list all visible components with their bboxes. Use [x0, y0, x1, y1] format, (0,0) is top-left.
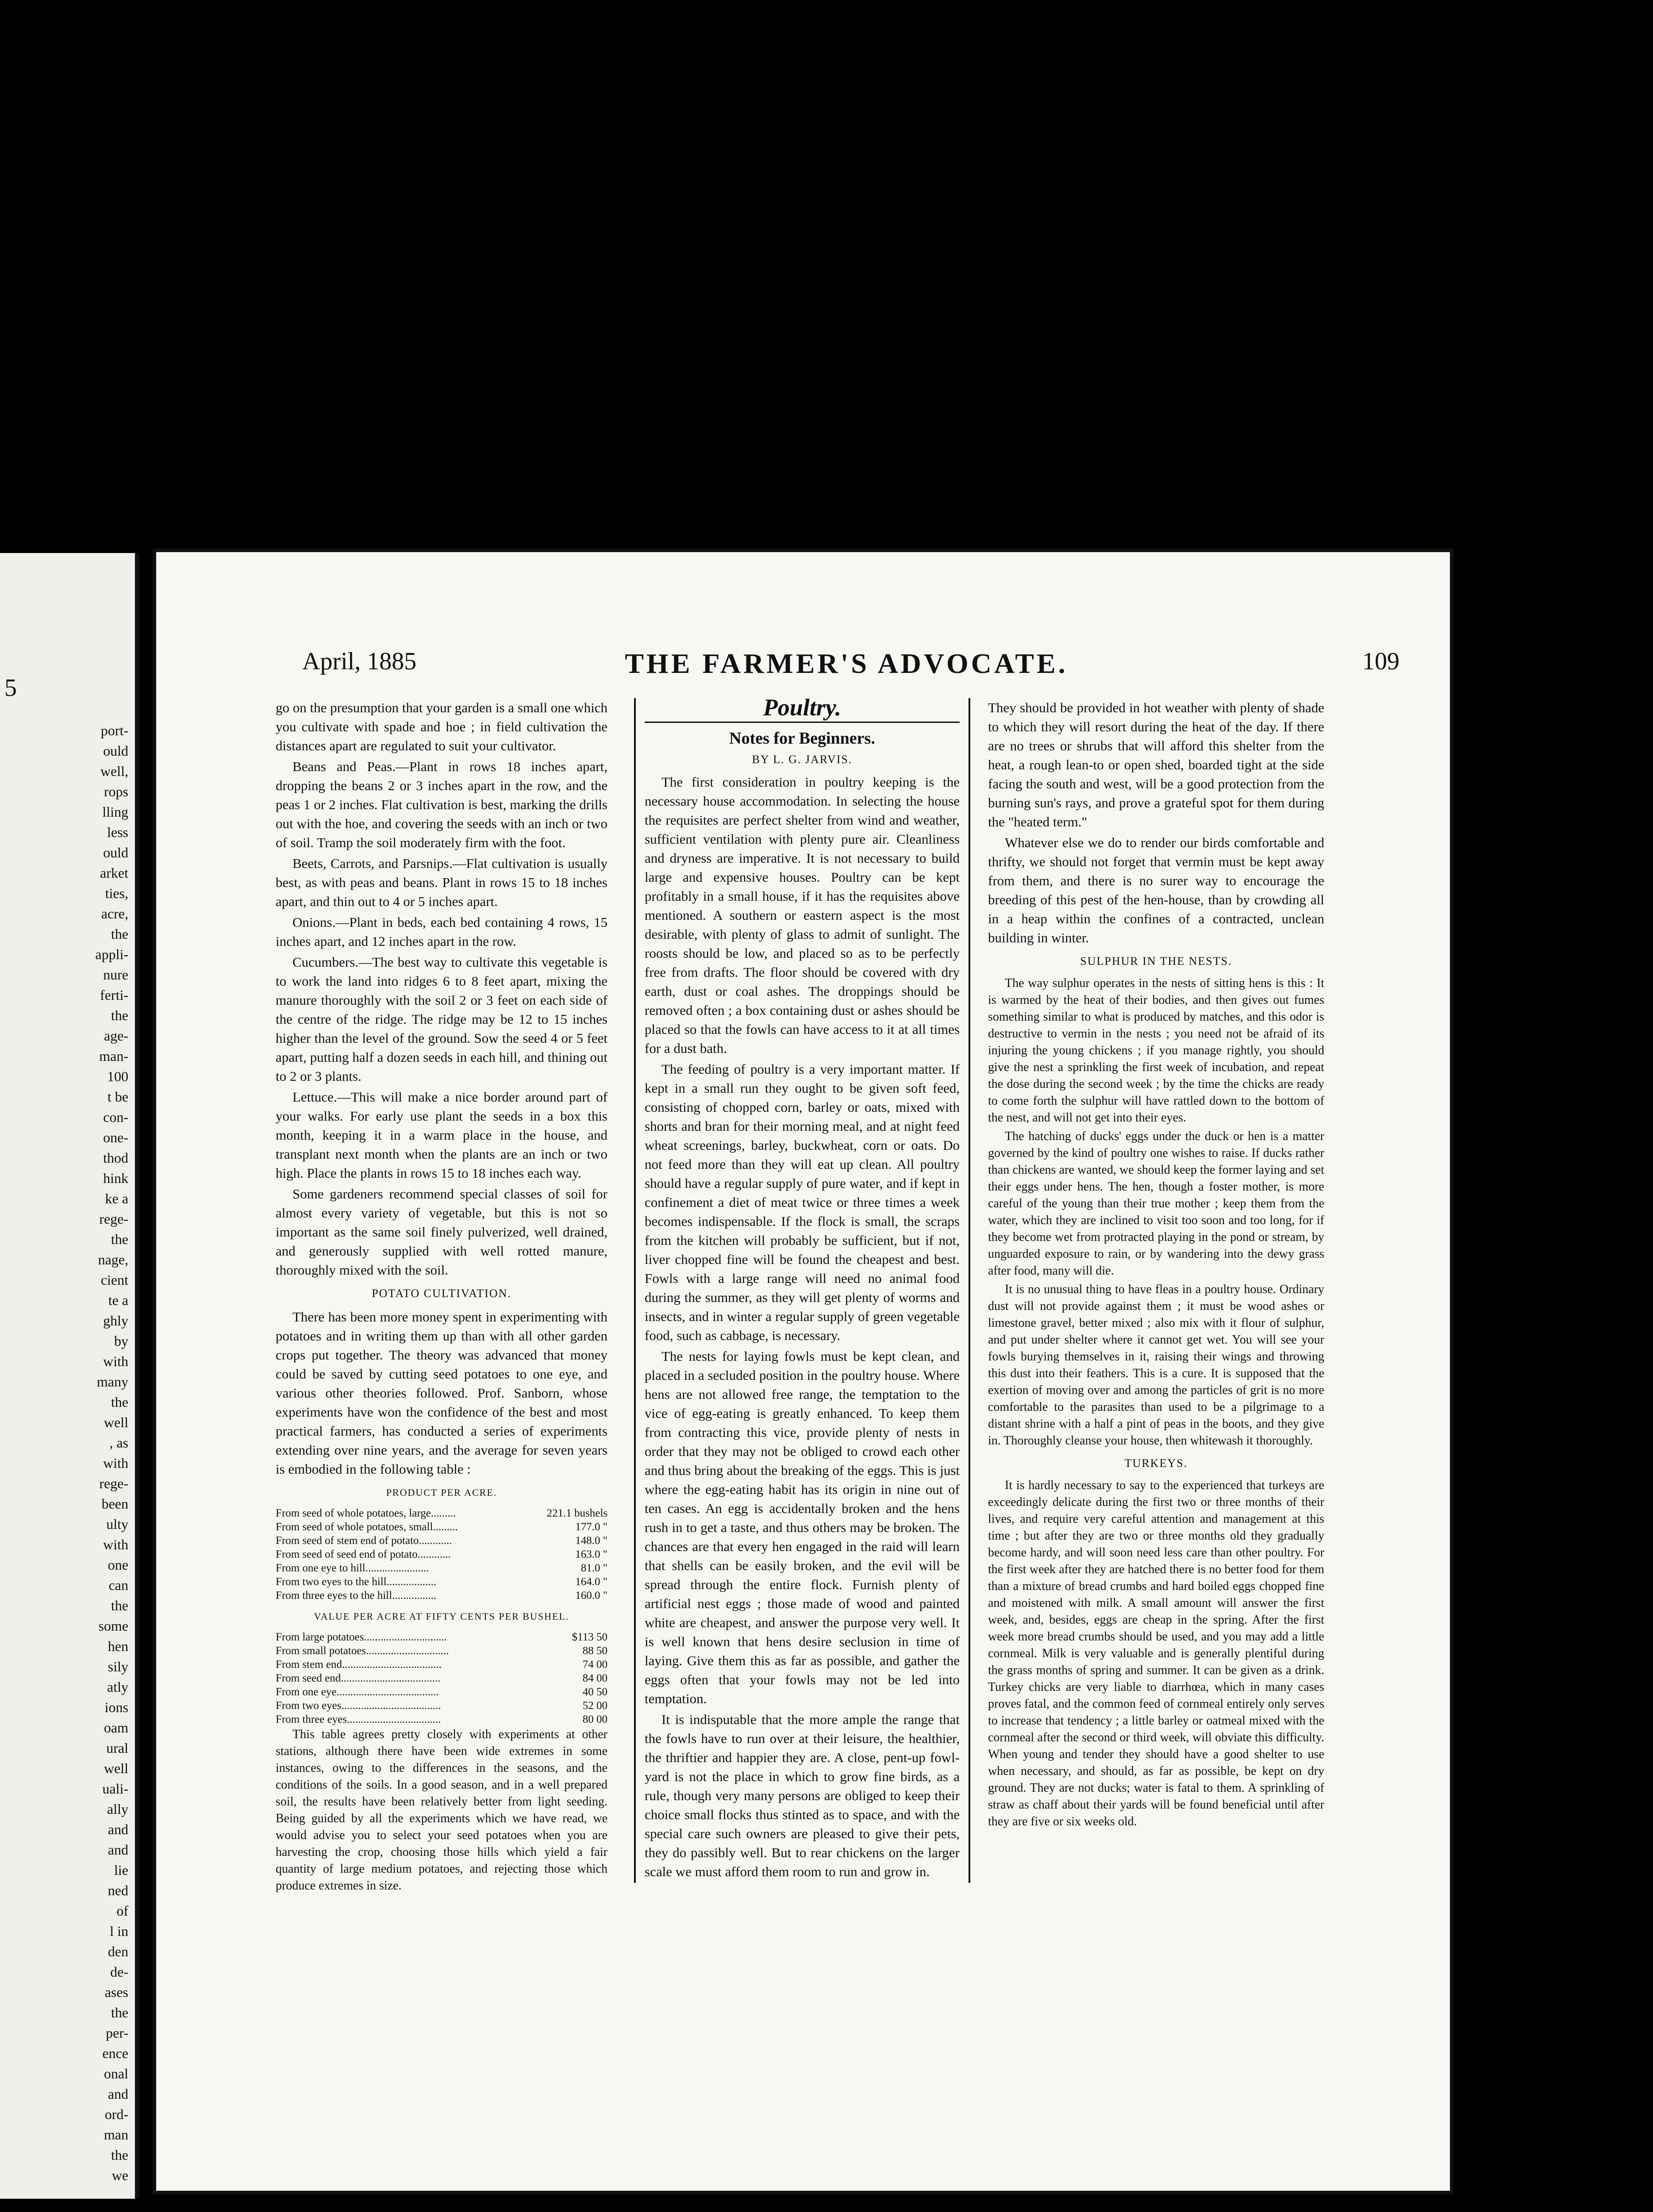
left-text-fragment: den	[108, 1943, 128, 1959]
left-text-fragment: ases	[104, 1984, 128, 2000]
left-text-fragment: ally	[107, 1801, 128, 1817]
left-text-fragment: with	[103, 1536, 128, 1552]
left-text-fragment: de-	[110, 1964, 128, 1980]
left-text-fragment: ties,	[105, 885, 128, 901]
table-row-value: 84 00	[582, 1672, 607, 1684]
page-number: 109	[1362, 648, 1399, 675]
left-text-fragment: hen	[108, 1638, 128, 1654]
table-row-label: From seed of seed end of potato............	[276, 1548, 451, 1560]
table-row-value: 81.0 "	[580, 1562, 607, 1574]
table-row	[276, 1699, 607, 1713]
left-text-fragment: te a	[108, 1292, 128, 1308]
left-text-fragment: ord-	[104, 2106, 128, 2122]
table-row-label: From stem end....................................	[276, 1659, 442, 1671]
table-row	[276, 1685, 607, 1699]
paragraph-fleas: It is no unusual thing to have fleas in a poultry house. Ordinary dust will not provide against them ; it must be wood ashes or limestone gravel, better mixed ; also mix with it flour of sulphur, and put under shelter where it cannot get wet. You will see your fowls burying themselves in it, raising their wings and throwing this dust into their feathers. This is a cure. It is supposed that the exertion of moving over and among the particles of grit is no more comfortable to the parasites than used to be a pilgrimage to a distant shrine with a half a pint of peas in the boots, and they give in. Thoroughly cleanse your house, then whitewash it thoroughly.	[988, 1283, 1324, 1448]
table-row-value: $113 50	[572, 1631, 607, 1643]
page-header	[302, 647, 1399, 687]
paragraph-lettuce: Lettuce.—This will make a nice border around part of your walks. For early use plant the seeds in a box this month, keeping it in a warm place in the house, and transplant next month when the plants are an inch or two high. Place the plants in rows 15 to 18 inches each way.	[276, 1089, 607, 1181]
left-text-fragment: ulty	[106, 1516, 128, 1532]
left-text-fragment: rege-	[99, 1211, 128, 1227]
table-row	[276, 1713, 607, 1726]
table-row-value: 52 00	[582, 1700, 607, 1712]
left-text-fragment: 5	[4, 674, 17, 702]
table-row	[276, 1520, 607, 1534]
paragraph-housing: The first consideration in poultry keeping is the necessary house accommodation. In selecting the house the requisites are perfect shelter from wind and weather, sufficient ventilation with plenty pure air. Cleanliness and dryness are imperative. It is not necessary to build large and expensive houses. Poultry can be kept profitably in a small house, if it has the requisites above mentioned. A southern or eastern aspect is the most desirable, with plenty of glass to admit of sunlight. The roosts should be low, and placed so as to be perfectly free from drafts. The floor should be covered with dry earth, dust or coal ashes. The droppings should be removed often ; a box containing dust or ashes should be placed so that the fowls can have access to it at all times for a dust bath.	[645, 774, 960, 1056]
paragraph-cucumbers: Cucumbers.—The best way to cultivate this vegetable is to work the land into ridges 6 to 8 feet apart, mixing the manure thoroughly with the soil 2 or 3 feet on each side of the centre of the ridge. The ridge may be 12 to 15 inches higher than the level of the ground. Sow the seed 4 or 5 feet apart, putting half a dozen seeds in each hill, and thining out to 2 or 3 plants.	[276, 954, 607, 1084]
left-text-fragment: nure	[103, 967, 128, 983]
table-row	[276, 1658, 607, 1671]
left-text-fragment: the	[111, 1007, 128, 1023]
table-row-value: 74 00	[582, 1659, 607, 1671]
table-row-value: 177.0 "	[575, 1521, 607, 1533]
left-text-fragment: one	[108, 1557, 128, 1573]
section-heading-poultry: Poultry.	[645, 698, 960, 723]
paragraph-sulphur: The way sulphur operates in the nests of sitting hens is this : It is warmed by the heat of their bodies, and then gives out fumes something similar to what is produced by matches, and this odor is destructive to vermin in the nests ; you need not be afraid of its injuring the young chickens ; if you manage rightly, you should give the nest a sprinkling the first week of incubation, and repeat the dose during the second week ; by the time the chicks are ready to come forth the sulphur will have rattled down to the bottom of the nest, and will not get into their eyes.	[988, 976, 1324, 1125]
subheading-sulphur: SULPHUR IN THE NESTS.	[1080, 955, 1232, 968]
paragraph-beets: Beets, Carrots, and Parsnips.—Flat cultivation is usually best, as with peas and beans. Plant in rows 15 to 18 inches apart, and thin out to 4 or 5 inches apart.	[276, 856, 607, 909]
table-row-value: 164.0 "	[575, 1576, 607, 1588]
left-text-fragment: acre,	[101, 906, 128, 922]
table-heading-value: VALUE PER ACRE AT FIFTY CENTS PER BUSHEL.	[314, 1611, 569, 1622]
left-text-fragment: man-	[99, 1048, 128, 1064]
left-text-fragment: 100	[107, 1068, 128, 1084]
left-text-fragment: port-	[100, 722, 128, 738]
column-1	[276, 698, 607, 1896]
table-row-label: From small potatoes..............................	[276, 1645, 449, 1657]
column-3	[988, 698, 1324, 1832]
table-row-value: 148.0 "	[575, 1535, 607, 1547]
table-row-label: From seed of whole potatoes, small.........	[276, 1521, 458, 1533]
left-text-fragment: less	[107, 824, 128, 840]
left-text-fragment: ned	[108, 1882, 128, 1898]
left-text-fragment: the	[111, 2147, 128, 2163]
left-text-fragment: hink	[103, 1170, 128, 1186]
paragraph-beans-peas: Beans and Peas.—Plant in rows 18 inches apart, dropping the beans 2 or 3 inches apart in the row, and the peas 1 or 2 inches. Flat cultivation is best, marking the drills out with the hoe, and covering the seeds with an inch or two of soil. Tramp the soil moderately firm with the foot.	[276, 759, 607, 850]
left-text-fragment: one-	[103, 1129, 128, 1145]
left-text-fragment: ions	[104, 1699, 128, 1715]
left-text-fragment: per-	[106, 2025, 128, 2041]
table-row	[276, 1534, 607, 1548]
table-row-value: 40 50	[582, 1686, 607, 1698]
left-text-fragment: and	[108, 1821, 128, 1837]
value-table	[276, 1630, 607, 1726]
left-text-fragment: we	[111, 2167, 128, 2183]
left-text-fragment: thod	[103, 1150, 128, 1166]
left-text-fragment: many	[96, 1374, 128, 1390]
left-text-fragment: and	[108, 1842, 128, 1858]
left-text-fragment: , as	[109, 1435, 128, 1451]
article-title: Notes for Beginners.	[729, 729, 875, 748]
table-row-label: From large potatoes..............................	[276, 1631, 447, 1643]
product-table	[276, 1506, 607, 1602]
table-row	[276, 1589, 607, 1602]
left-text-fragment: t be	[107, 1089, 128, 1105]
table-row-label: From seed of stem end of potato............	[276, 1535, 452, 1547]
table-row-value: 88 50	[582, 1645, 607, 1657]
newspaper-page	[153, 549, 1453, 2194]
left-text-fragment: rops	[104, 783, 128, 799]
paragraph: go on the presumption that your garden is a small one which you cultivate with spade and hoe ; in field cultivation the distances apart are regulated to suit your cultivator.	[276, 700, 607, 753]
left-text-fragment: rege-	[99, 1475, 128, 1491]
left-text-fragment: atly	[107, 1679, 128, 1695]
left-text-fragment: the	[111, 1394, 128, 1410]
left-text-fragment: the	[111, 1231, 128, 1247]
left-text-fragment: age-	[104, 1028, 128, 1044]
left-text-fragment: lling	[102, 804, 128, 820]
paragraph-conclusion: This table agrees pretty closely with experiments at other stations, although there have been wide extremes in some instances, owing to the differences in the seasons, and the conditions of the soils. In a good season, and in a well prepared soil, the results have been relatively better from light seeding. Being guided by all the experiments which we have read, we would advise you to select your seed potatoes when you are harvesting the crop, choosing those hills which yield a fair quantity of large medium potatoes, and rejecting those which produce extremes in size.	[276, 1728, 607, 1893]
paragraph-shade: They should be provided in hot weather with plenty of shade to which they will resort during the heat of the day. If there are no trees or shrubs that will afford this shelter from the heat, a rough lean-to or open shed, boarded tight at the side facing the south and west, will be a good protection from the burning sun's rays, and prove a grateful spot for them during the "heated term."	[988, 700, 1324, 830]
table-row-label: From one eye.....................................	[276, 1686, 439, 1698]
left-text-fragment: well	[104, 1760, 128, 1776]
table-row-value: 160.0 "	[575, 1590, 607, 1601]
paragraph-range: It is indisputable that the more ample the range that the fowls have to run over at their leisure, the healthier, the thriftier and happier they are. A close, pent-up fowl-yard is not the place in which to grow fine birds, as a rule, though very many persons are obliged to keep their choice small flocks thus stinted as to space, and with the special care such owners are pleased to give their pets, they do passibly well. But to rear chickens on the larger scale we must afford them room to run and grow in.	[645, 1712, 960, 1879]
left-text-fragment: sily	[108, 1659, 128, 1674]
paragraph-ducks: The hatching of ducks' eggs under the duck or hen is a matter governed by the kind of poultry one wishes to raise. If ducks rather than chickens are wanted, we should keep the former laying and set their eggs under hens. The hen, though a foster mother, is more careful of the young than their true mother ; keep them from the water, which they are inclined to visit too soon and too long, for if they become wet from protracted playing in the pond or stream, by unguarded exposure to rain, or by wandering into the dewy grass after food, many will die.	[988, 1129, 1324, 1278]
left-text-fragment: well,	[100, 763, 128, 779]
left-text-fragment: of	[116, 1903, 128, 1919]
left-text-fragment: arket	[100, 865, 128, 881]
left-page-fragment	[0, 553, 139, 2199]
left-text-fragment: ould	[103, 743, 128, 759]
left-text-fragment: the	[111, 2005, 128, 2020]
left-text-fragment: ke a	[105, 1190, 128, 1206]
left-text-fragment: lie	[114, 1862, 128, 1878]
left-text-fragment: well	[104, 1414, 128, 1430]
left-text-fragment: ghly	[103, 1313, 128, 1329]
left-text-fragment: nage,	[98, 1252, 128, 1267]
table-row	[276, 1561, 607, 1575]
paragraph-feeding: The feeding of poultry is a very important matter. If kept in a small run they ought to be given soft feed, consisting of chopped corn, barley or oats, mixed with shorts and bran for their morning meal, and at night feed wheat screenings, barley, buckwheat, corn or oats. Do not feed more than they will eat up clean. All poultry should have a regular supply of pure water, and if kept in confinement a diet of meat twice or three times a week becomes indispensable. If the flock is small, the scraps from the kitchen will probably be sufficient, but if not, liver chopped fine will be found the cheapest and best. Fowls with a large range will need no animal food during the summer, as they will get plenty of worms and insects, and in winter a regular supply of green vegetable food, such as cabbage, is necessary.	[645, 1061, 960, 1343]
left-text-fragment: l in	[110, 1923, 128, 1939]
table-row-label: From two eyes....................................	[276, 1700, 441, 1712]
table-row-label: From seed of whole potatoes, large.........	[276, 1507, 456, 1519]
column-2	[634, 694, 970, 1883]
subheading-potato: POTATO CULTIVATION.	[372, 1287, 511, 1300]
table-row	[276, 1506, 607, 1520]
left-text-fragment: ferti-	[100, 987, 128, 1003]
table-row	[276, 1630, 607, 1644]
left-text-fragment: uali-	[102, 1781, 128, 1797]
table-row-value: 163.0 "	[575, 1548, 607, 1560]
table-row	[276, 1671, 607, 1685]
paragraph-soil: Some gardeners recommend special classes of soil for almost every variety of vegetable, but this is not so important as the same soil finely pulverized, well drained, and generously supplied with well rotted manure, thoroughly mixed with the soil.	[276, 1186, 607, 1278]
left-text-fragment: oam	[104, 1720, 128, 1736]
table-row-label: From seed end....................................	[276, 1672, 441, 1684]
left-text-fragment: with	[103, 1353, 128, 1369]
masthead-title: THE FARMER'S ADVOCATE.	[625, 648, 1068, 679]
table-row	[276, 1548, 607, 1561]
left-text-fragment: onal	[104, 2066, 128, 2081]
left-text-fragment: by	[114, 1333, 128, 1349]
paragraph-potato: There has been more money spent in experimenting with potatoes and in writing them up than with all other garden crops put together. The theory was advanced that money could be saved by cutting seed potatoes to one eye, and various other theories followed. Prof. Sanborn, whose experiments have won the confidence of the best and most practical farmers, has conducted a series of experiments extending over nine years, and the average for seven years is embodied in the following table :	[276, 1309, 607, 1477]
left-text-fragment: and	[108, 2086, 128, 2102]
left-text-fragment: some	[98, 1618, 128, 1634]
table-heading-product: PRODUCT PER ACRE.	[386, 1487, 497, 1498]
table-row-value: 221.1 bushels	[546, 1507, 607, 1519]
left-text-fragment: man	[104, 2127, 128, 2143]
issue-date: April, 1885	[302, 648, 417, 675]
table-row-value: 80 00	[582, 1713, 607, 1725]
paragraph-onions: Onions.—Plant in beds, each bed containing 4 rows, 15 inches apart, and 12 inches apart in the row.	[276, 914, 607, 949]
left-text-fragment: appli-	[95, 946, 128, 962]
byline: BY L. G. JARVIS.	[752, 753, 853, 766]
left-text-fragment: been	[101, 1496, 128, 1512]
table-row-label: From three eyes..................................	[276, 1713, 441, 1725]
left-text-fragment: con-	[103, 1109, 128, 1125]
left-text-fragment: ould	[103, 845, 128, 860]
table-row-label: From one eye to hill.......................	[276, 1562, 429, 1574]
left-text-fragment: cient	[100, 1272, 128, 1288]
left-text-fragment: ence	[102, 2045, 128, 2061]
left-text-fragment: can	[108, 1577, 128, 1593]
left-text-fragment: with	[103, 1455, 128, 1471]
paragraph-turkeys: It is hardly necessary to say to the experienced that turkeys are exceedingly delicate during the first two or three months of their lives, and require very careful attention and management at this time ; but after they are two or three months old they gradually become hardy, and will soon need less care than other poultry. For the first week after they are hatched there is no better food for them than a mixture of bread crumbs and hard boiled eggs chopped fine and moistened with milk. A small amount will answer the first week, and, besides, eggs are cheap in the spring. After the first week more bread crumbs should be used, and you may add a little cornmeal. Milk is very valuable and is generally plentiful during the grass months of spring and summer. It can be given as a drink. Turkey chicks are very liable to diarrhœa, which in many cases proves fatal, and the common feed of cornmeal entirely only serves to increase that tendency ; a little barley or oatmeal mixed with the cornmeal after the second or third week, will obviate this difficulty. When young and tender they should have a good shelter to use when necessary, and should, as far as possible, be kept on dry ground. They are not ducks; water is fatal to them. A sprinkling of straw as chaff about their yards will be found beneficial until after they are five or six weeks old.	[988, 1479, 1324, 1828]
table-row-label: From three eyes to the hill................	[276, 1590, 437, 1601]
left-text-fragment: the	[111, 926, 128, 942]
table-row	[276, 1644, 607, 1658]
table-row	[276, 1575, 607, 1589]
paragraph-vermin: Whatever else we do to render our birds comfortable and thrifty, we should not forget that vermin must be kept away from them, and there is no surer way to encourage the breeding of this pest of the hen-house, than by crowding all in a heap within the confines of a contracted, unclean building in winter.	[988, 835, 1324, 945]
subheading-turkeys: TURKEYS.	[1124, 1457, 1188, 1470]
table-row-label: From two eyes to the hill..................	[276, 1576, 437, 1588]
paragraph-nests: The nests for laying fowls must be kept clean, and placed in a secluded position in the poultry house. Where hens are not allowed free range, the temptation to the vice of egg-eating is greatly enhanced. To keep them from contracting this vice, provide plenty of nests in order that they may not be obliged to crowd each other and thus bring about the breaking of the eggs. This is just where the egg-eating habit has its origin in nine out of ten cases. An egg is accidentally broken and the hens rush in to get a taste, and thus others may be broken. The chances are that every hen engaged in the raid will learn that shells can be easily broken, and the evil will be spread through the entire flock. Furnish plenty of artificial nest eggs ; those made of wood and painted white are cheapest, and answer the purpose very well. It is well known that hens desire seclusion in time of laying. Give them this as far as possible, and gather the eggs often that your fowls may not be led into temptation.	[645, 1348, 960, 1706]
left-text-fragment: ural	[106, 1740, 128, 1756]
left-text-fragment: the	[111, 1598, 128, 1613]
